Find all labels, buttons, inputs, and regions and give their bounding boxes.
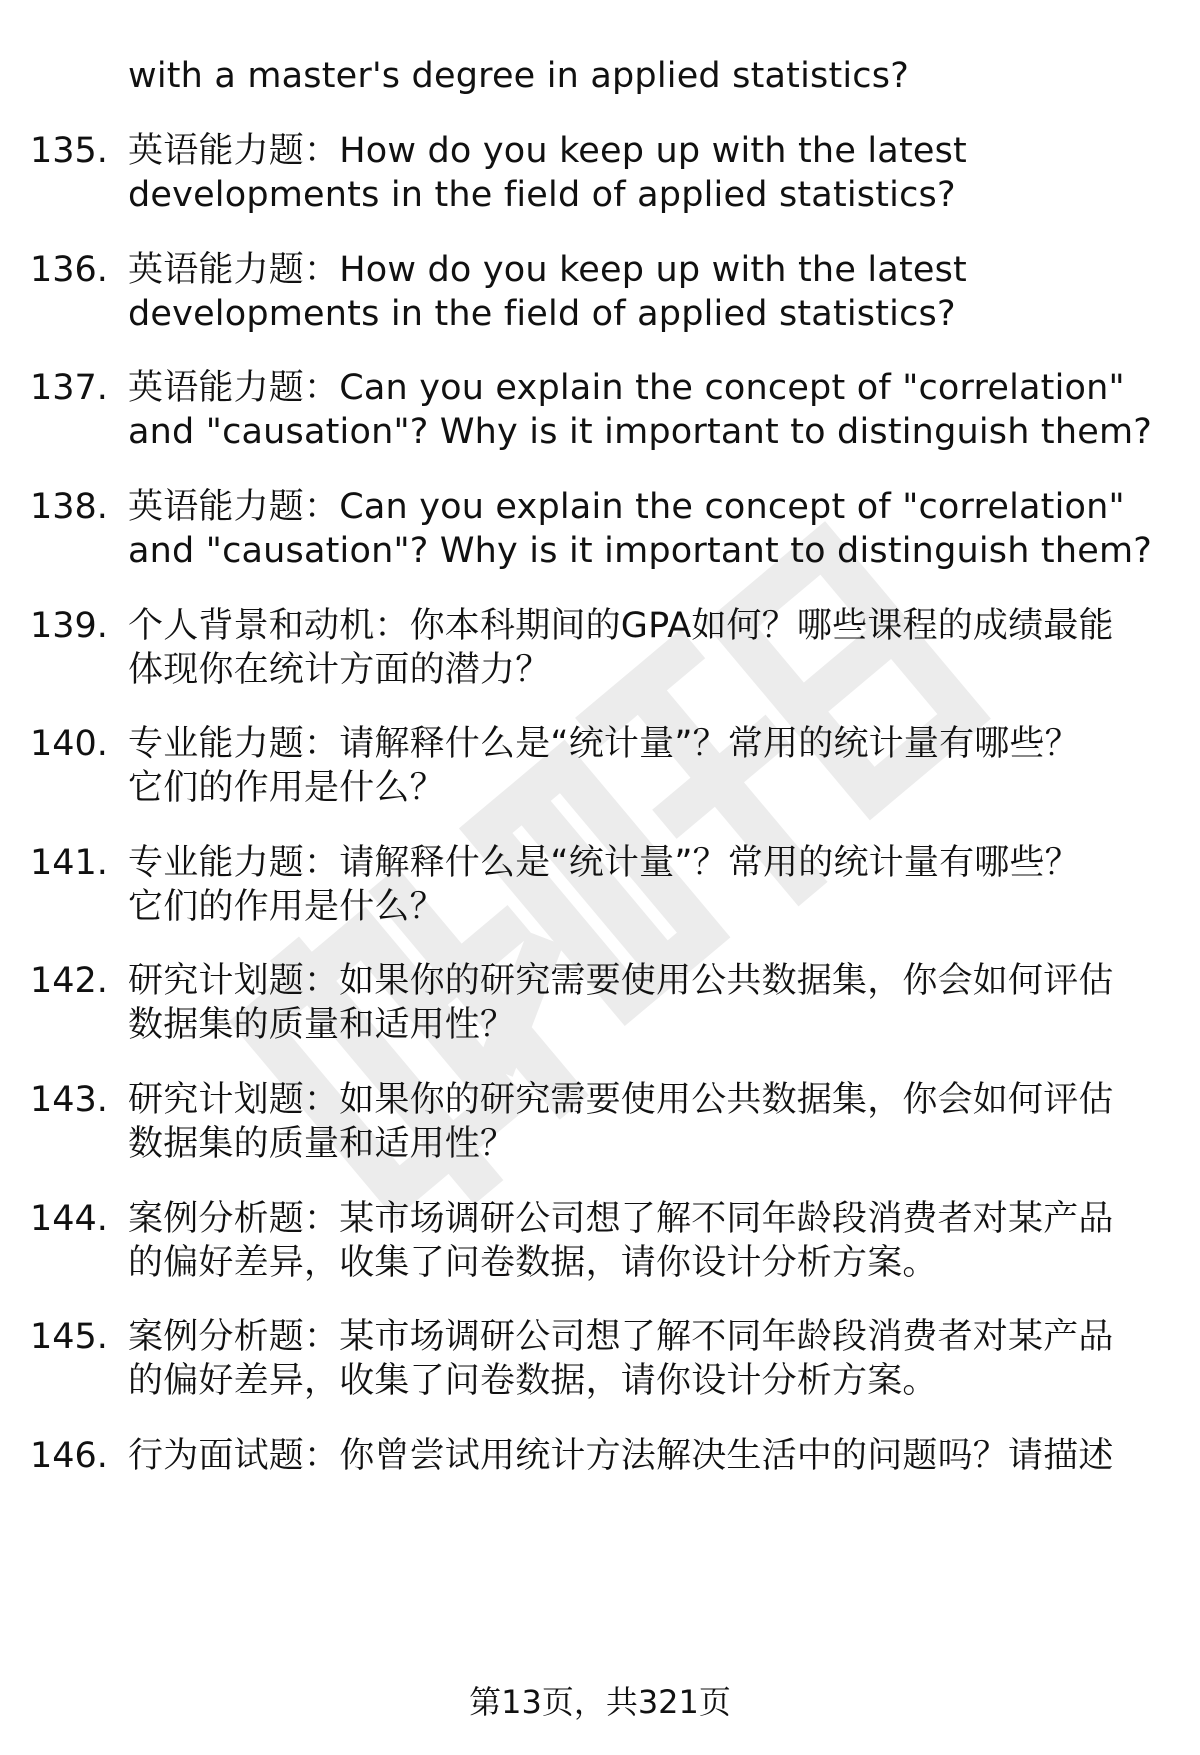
question-number: 138. [30, 487, 108, 527]
page-footer: 第13页，共321页 [469, 1683, 731, 1721]
question-text-line: 的偏好差异，收集了问卷数据，请你设计分析方案。 [128, 1361, 938, 1401]
question-text-line: 体现你在统计方面的潜力？ [128, 650, 551, 690]
question-text-line: 它们的作用是什么？ [128, 887, 445, 927]
question-text-line: and "causation"? Why is it important to distinguish them? [128, 531, 1153, 571]
continuation-line: with a master's degree in applied statistics? [128, 56, 909, 96]
question-text-line: 英语能力题：How do you keep up with the latest [128, 131, 967, 171]
question-number: 140. [30, 724, 108, 764]
question-number: 135. [30, 131, 108, 171]
question-number: 145. [30, 1317, 108, 1357]
question-text-line: developments in the field of applied statistics? [128, 175, 956, 215]
question-text-line: 行为面试题：你曾尝试用统计方法解决生活中的问题吗？请描述 [128, 1436, 1114, 1476]
question-text-line: and "causation"? Why is it important to distinguish them? [128, 412, 1153, 452]
question-text-line: 英语能力题：Can you explain the concept of "correlation" [128, 368, 1125, 408]
question-number: 139. [30, 606, 108, 646]
question-text-line: 英语能力题：Can you explain the concept of "correlation" [128, 487, 1125, 527]
question-number: 146. [30, 1436, 108, 1476]
question-number: 141. [30, 843, 108, 883]
question-text-line: 的偏好差异，收集了问卷数据，请你设计分析方案。 [128, 1243, 938, 1283]
question-text-line: 专业能力题：请解释什么是“统计量”？常用的统计量有哪些？ [128, 843, 1080, 883]
question-text-line: 数据集的质量和适用性？ [128, 1124, 516, 1164]
question-number: 137. [30, 368, 108, 408]
question-text-line: developments in the field of applied statistics? [128, 294, 956, 334]
question-text-line: 英语能力题：How do you keep up with the latest [128, 250, 967, 290]
question-number: 136. [30, 250, 108, 290]
question-text-line: 专业能力题：请解释什么是“统计量”？常用的统计量有哪些？ [128, 724, 1080, 764]
question-text-line: 案例分析题：某市场调研公司想了解不同年龄段消费者对某产品 [128, 1317, 1114, 1357]
question-text-line: 数据集的质量和适用性？ [128, 1005, 516, 1045]
question-text-line: 研究计划题：如果你的研究需要使用公共数据集，你会如何评估 [128, 961, 1114, 1001]
question-number: 142. [30, 961, 108, 1001]
question-number: 144. [30, 1199, 108, 1239]
question-text-line: 案例分析题：某市场调研公司想了解不同年龄段消费者对某产品 [128, 1199, 1114, 1239]
question-text-line: 研究计划题：如果你的研究需要使用公共数据集，你会如何评估 [128, 1080, 1114, 1120]
question-number: 143. [30, 1080, 108, 1120]
question-text-line: 个人背景和动机：你本科期间的GPA如何？哪些课程的成绩最能 [128, 606, 1114, 646]
question-text-line: 它们的作用是什么？ [128, 768, 445, 808]
